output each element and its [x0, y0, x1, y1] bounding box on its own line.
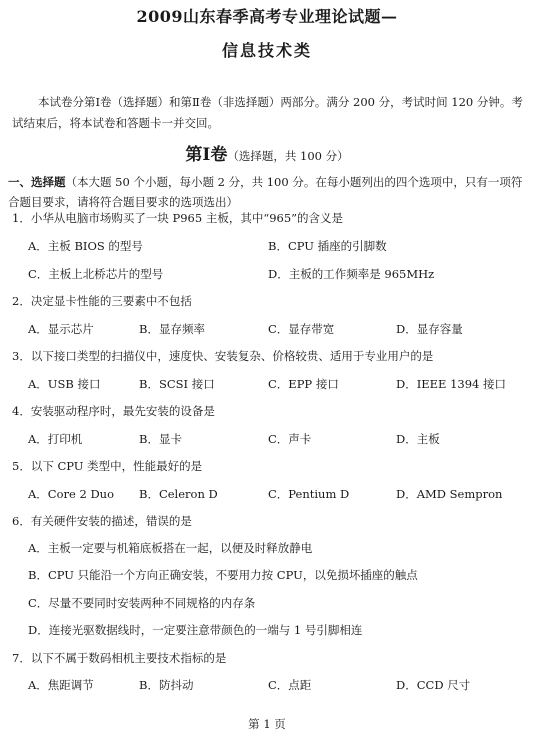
option-c: C．声卡: [268, 432, 312, 446]
section-instruction: （本大题 50 个小题，每小题 2 分，共 100 分。在每小题列出的四个选项中，只有一项符合题目要求，请将符合题目要求的选项选出）: [8, 175, 523, 209]
option-a: A．主板 BIOS 的型号: [28, 239, 143, 253]
option-c: C．主板上北桥芯片的型号: [28, 267, 164, 281]
option-d: D．AMD Sempron: [396, 487, 503, 501]
option-b: B．显卡: [139, 432, 182, 446]
question-stem: 3．以下接口类型的扫描仪中，速度快、安装复杂、价格较贵、适用于专业用户的是: [12, 349, 434, 363]
option-c: C．EPP 接口: [268, 377, 339, 391]
option-b: B．SCSI 接口: [139, 377, 215, 391]
option-c: C．尽量不要同时安装两种不同规格的内存条: [28, 596, 256, 610]
part-subtitle: （选择题，共 100 分）: [227, 149, 349, 163]
question-stem: 6．有关硬件安装的描述，错误的是: [12, 514, 192, 528]
option-d: D．连接光驱数据线时，一定要注意带颜色的一端与 1 号引脚相连: [28, 623, 363, 637]
option-c: C．点距: [268, 678, 312, 692]
option-b: B．CPU 只能沿一个方向正确安装，不要用力按 CPU，以免损坏插座的触点: [28, 568, 418, 582]
option-b: B．CPU 插座的引脚数: [268, 239, 387, 253]
option-d: D．显存容量: [396, 322, 463, 336]
option-a: A．打印机: [28, 432, 83, 446]
exam-subject: 信息技术类: [221, 41, 312, 60]
part-heading: [0, 140, 534, 165]
option-a: A．USB 接口: [28, 377, 101, 391]
page-number: 第 1 页: [248, 717, 286, 731]
section-title: 一、选择题: [8, 175, 66, 189]
question-stem: 7．以下不属于数码相机主要技术指标的是: [12, 651, 227, 665]
question-stem: 5．以下 CPU 类型中，性能最好的是: [12, 459, 203, 473]
option-b: B．显存频率: [139, 322, 205, 336]
option-a: A．Core 2 Duo: [28, 487, 115, 501]
exam-intro: 本试卷分第Ⅰ卷（选择题）和第Ⅱ卷（非选择题）两部分。满分 200 分，考试时间 120 分钟。考试结束后，将本试卷和答题卡一并交回。: [12, 95, 523, 130]
option-b: B．Celeron D: [139, 487, 218, 501]
option-a: A．显示芯片: [28, 322, 94, 336]
option-b: B．防抖动: [139, 678, 194, 692]
question-stem: 2．决定显卡性能的三要素中不包括: [12, 294, 192, 308]
option-a: A．主板一定要与机箱底板搭在一起，以便及时释放静电: [28, 541, 313, 555]
option-a: A．焦距调节: [28, 678, 94, 692]
option-d: D．CCD 尺寸: [396, 678, 471, 692]
option-d: D．主板的工作频率是 965MHz: [268, 267, 435, 281]
option-d: D．IEEE 1394 接口: [396, 377, 507, 391]
option-c: C．Pentium D: [268, 487, 350, 501]
part-title: 第Ⅰ卷: [185, 145, 228, 165]
question-stem: 1．小华从电脑市场购买了一块 P965 主板，其中“965”的含义是: [12, 211, 344, 225]
question-stem: 4．安装驱动程序时，最先安装的设备是: [12, 404, 215, 418]
exam-title: 2009山东春季高考专业理论试题—: [136, 7, 398, 26]
section-heading: [8, 172, 524, 212]
option-c: C．显存带宽: [268, 322, 335, 336]
option-d: D．主板: [396, 432, 440, 446]
